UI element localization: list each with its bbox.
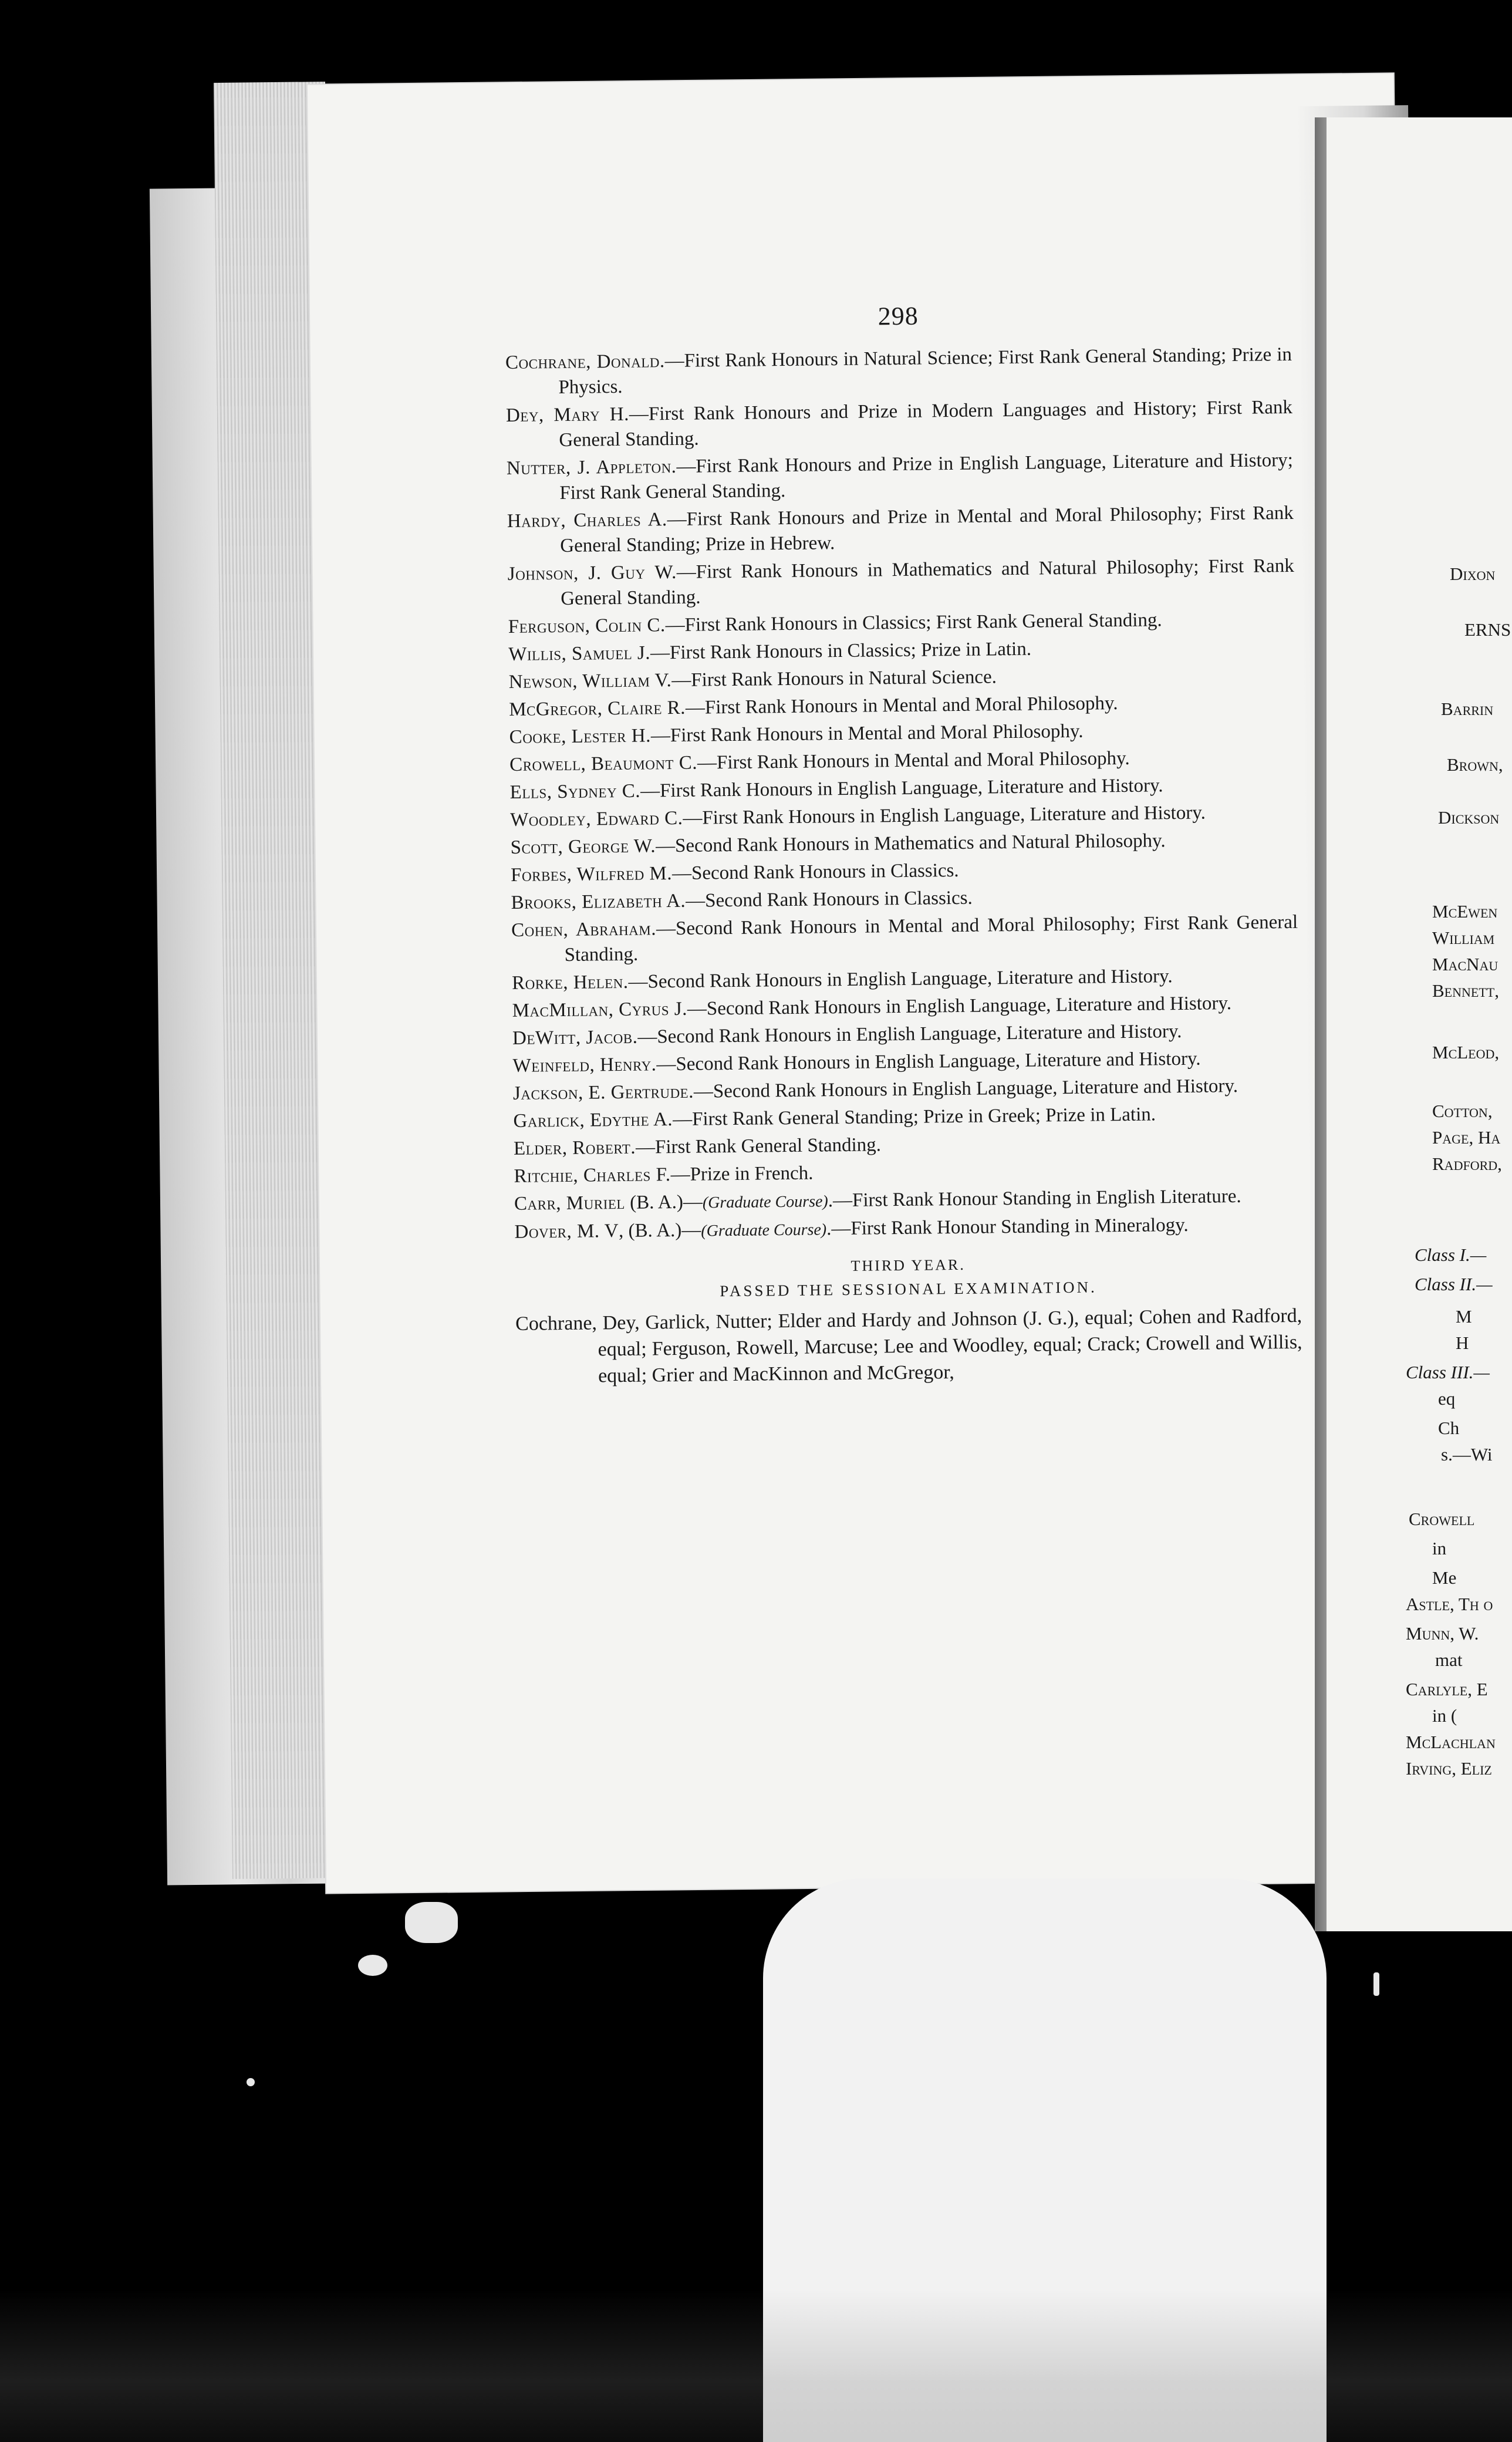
- right-page-fragment: H: [1456, 1333, 1469, 1353]
- student-name: Crowell, Beaumont C.: [509, 752, 698, 775]
- degree: (B. A.)—: [625, 1191, 703, 1213]
- student-name: Ells, Sydney C.: [509, 780, 641, 803]
- honours-detail: —First Rank Honours in English Language, Literature and History.: [683, 802, 1206, 829]
- right-page-fragment: Cotton,: [1432, 1101, 1493, 1121]
- honours-entry: [507, 448, 1294, 507]
- right-page-fragment: Class I.—: [1415, 1244, 1487, 1265]
- right-page-fragment: eq: [1438, 1388, 1456, 1409]
- right-page-fragment: Page, Ha: [1432, 1127, 1501, 1148]
- dust-speck: [1373, 1972, 1379, 1996]
- right-page-fragment: Ch: [1438, 1418, 1460, 1438]
- honours-detail: —Second Rank Honours in English Language, Literature and History.: [656, 1048, 1201, 1075]
- student-name: Cochrane, Donald.: [505, 350, 665, 373]
- graduate-honours-entry: [514, 1212, 1301, 1246]
- honours-detail: —First Rank Honours in Classics; Prize in Latin.: [650, 638, 1032, 664]
- dust-speck: [358, 1955, 387, 1976]
- honours-detail: .—First Rank Honour Standing in Mineralogy.: [826, 1214, 1189, 1240]
- honours-detail: —First Rank Honours in Classics; First Rank General Standing.: [665, 609, 1162, 636]
- honours-detail: —Second Rank Honours in Mathematics and Natural Philosophy.: [655, 830, 1166, 857]
- course-note: (Graduate Course): [701, 1220, 827, 1240]
- student-name: Elder, Robert.: [513, 1136, 636, 1159]
- student-name: Scott, George W.: [510, 835, 656, 858]
- right-page-fragment: Dickson: [1438, 807, 1500, 828]
- honours-detail: —First Rank Honours and Prize in Mental and Moral Philosophy; First Rank General Standing; Prize in Hebrew.: [560, 502, 1294, 557]
- honours-entry: [507, 501, 1294, 559]
- honours-entry: [508, 554, 1295, 612]
- degree: , (B. A.)—: [618, 1219, 701, 1242]
- right-page-fragment: ERNS: [1464, 619, 1511, 640]
- honours-detail: .—First Rank Honour Standing in English Literature.: [828, 1185, 1241, 1212]
- right-page-fragment: Astle, Th o: [1406, 1594, 1493, 1614]
- class-standing-paragraph: Cochrane, Dey, Garlick, Nutter; Elder and Hardy and Johnson (J. G.), equal; Cohen and Radford, equal; Ferguson, Rowell, Marcuse; Lee and Woodley, equal; Crack; Crowell and Willis, equal; Grier and MacKinnon and McGregor,: [515, 1304, 1302, 1387]
- honours-detail: —First Rank Honours in Mental and Moral Philosophy.: [650, 720, 1084, 747]
- right-page-fragment: McLachlan: [1406, 1732, 1496, 1752]
- honours-detail: —First Rank Honours in Natural Science; First Rank General Standing; Prize in Physics.: [558, 343, 1292, 399]
- student-name: Cohen, Abraham.: [511, 918, 657, 941]
- scan-glare: [0, 2289, 1512, 2442]
- student-name: Carr, Muriel: [514, 1192, 626, 1215]
- right-page-fragment: William: [1432, 927, 1495, 948]
- right-page-fragment: McLeod,: [1432, 1042, 1500, 1063]
- honours-detail: —Second Rank Honours in English Language, Literature and History.: [628, 966, 1173, 993]
- honours-detail: —Prize in French.: [670, 1162, 814, 1186]
- page-number: 298: [878, 301, 919, 331]
- right-page-fragment: Radford,: [1432, 1153, 1502, 1174]
- student-name: Woodley, Edward C.: [509, 807, 683, 831]
- right-page-fragment: in (: [1432, 1705, 1457, 1726]
- student-name: Ritchie, Charles F.: [514, 1164, 671, 1187]
- right-page-fragment: in: [1432, 1538, 1447, 1559]
- student-name: Dover, M. V: [514, 1220, 619, 1243]
- student-name: McGregor, Claire R.: [509, 697, 686, 720]
- honours-detail: —Second Rank Honours in English Language, Literature and History.: [693, 1075, 1238, 1102]
- right-page-fragments: [1406, 0, 1512, 2442]
- student-name: Rorke, Helen.: [511, 971, 629, 994]
- honours-detail: —First Rank Honours in Mathematics and Natural Philosophy; First Rank General Standing.: [561, 555, 1294, 610]
- right-page-fragment: Dixon: [1450, 564, 1496, 584]
- student-name: Nutter, J. Appleton.: [506, 456, 677, 479]
- honours-detail: —First Rank Honours in English Language, Literature and History.: [640, 775, 1163, 802]
- course-note: (Graduate Course): [702, 1192, 828, 1212]
- honours-detail: —First Rank Honours and Prize in Modern Languages and History; First Rank General Standing.: [559, 396, 1293, 451]
- honours-detail: —First Rank General Standing.: [635, 1134, 882, 1158]
- student-name: Brooks, Elizabeth A.: [511, 890, 686, 913]
- right-page-fragment: MacNau: [1432, 954, 1499, 974]
- honours-detail: —First Rank Honours in Mental and Moral Philosophy.: [697, 747, 1130, 774]
- right-page-fragment: s.—Wi: [1441, 1444, 1493, 1465]
- right-page-fragment: Class III.—: [1406, 1362, 1490, 1382]
- honours-entry: [505, 342, 1292, 401]
- student-name: Willis, Samuel J.: [508, 642, 651, 665]
- honours-detail: —Second Rank Honours in Classics.: [671, 859, 959, 885]
- honours-detail: —Second Rank Honours in Mental and Moral Philosophy; First Rank General Standing.: [564, 911, 1298, 966]
- student-name: Garlick, Edythe A.: [513, 1109, 673, 1132]
- honours-detail: —First Rank General Standing; Prize in Greek; Prize in Latin.: [672, 1104, 1156, 1131]
- honours-detail: —Second Rank Honours in English Language, Literature and History.: [687, 993, 1232, 1020]
- honours-detail: —First Rank Honours in Mental and Moral Philosophy.: [685, 693, 1118, 719]
- right-page-fragment: Class II.—: [1415, 1274, 1493, 1294]
- student-name: Newson, William V.: [508, 670, 672, 693]
- right-page-fragment: Irving, Eliz: [1406, 1758, 1492, 1779]
- right-page-fragment: M: [1456, 1306, 1472, 1327]
- graduate-honours-list: [514, 1183, 1301, 1246]
- page-text: [505, 297, 1302, 1390]
- right-page-fragment: Carlyle, E: [1406, 1679, 1488, 1699]
- honours-detail: —Second Rank Honours in English Language, Literature and History.: [637, 1020, 1182, 1048]
- honours-detail: —First Rank Honours and Prize in English Language, Literature and History; First Rank General Standing.: [559, 449, 1294, 504]
- right-page-fragment: Barrin: [1441, 699, 1494, 719]
- honours-list: [505, 342, 1301, 1189]
- honours-entry: [506, 395, 1293, 454]
- right-page-fragment: mat: [1435, 1650, 1463, 1670]
- student-name: Hardy, Charles A.: [507, 509, 667, 532]
- right-page-fragment: Munn, W.: [1406, 1623, 1479, 1644]
- dust-speck: [247, 2078, 255, 2086]
- section-title: THIRD YEAR.: [851, 1256, 966, 1274]
- right-page-fragment: Me: [1432, 1567, 1457, 1588]
- student-name: MacMillan, Cyrus J.: [512, 998, 688, 1021]
- student-name: Weinfeld, Henry.: [512, 1054, 657, 1077]
- student-name: Ferguson, Colin C.: [508, 615, 666, 638]
- right-page-fragment: McEwen: [1432, 901, 1498, 922]
- section-subtitle: PASSED THE SESSIONAL EXAMINATION.: [720, 1278, 1098, 1300]
- student-name: Jackson, E. Gertrude.: [512, 1081, 694, 1104]
- student-name: DeWitt, Jacob.: [512, 1026, 638, 1049]
- honours-detail: —First Rank Honours in Natural Science.: [671, 666, 997, 692]
- student-name: Cooke, Lester H.: [509, 725, 652, 748]
- honours-detail: —Second Rank Honours in Classics.: [686, 887, 973, 912]
- dust-speck: [405, 1902, 458, 1943]
- student-name: Dey, Mary H.: [505, 403, 630, 426]
- honours-entry: [511, 910, 1298, 969]
- right-page-fragment: Brown,: [1447, 754, 1503, 775]
- right-page-fragment: Bennett,: [1432, 980, 1499, 1001]
- student-name: Johnson, J. Guy W.: [507, 561, 677, 585]
- right-page-fragment: Crowell: [1409, 1509, 1475, 1529]
- student-name: Forbes, Wilfred M.: [510, 863, 673, 886]
